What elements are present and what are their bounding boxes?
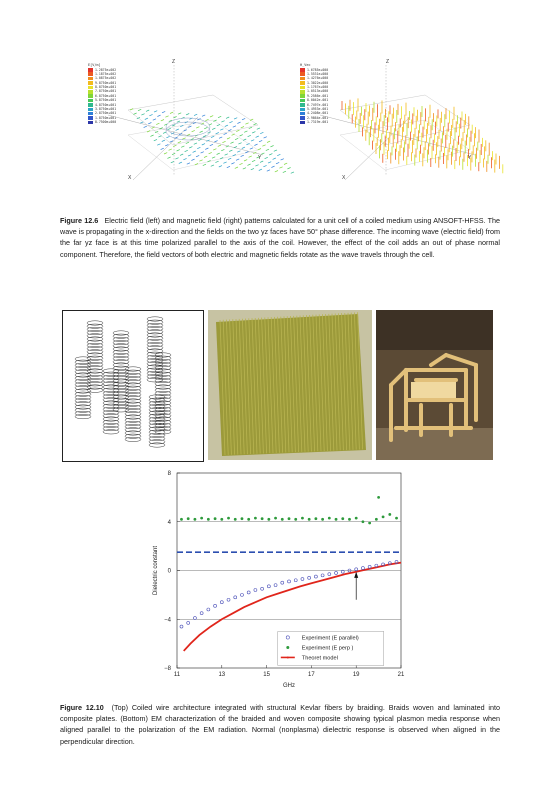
legend-label: Theoret model [301, 655, 338, 662]
field-vector [196, 155, 199, 156]
field-vector [268, 162, 271, 163]
field-vector [263, 165, 266, 166]
field-vector [274, 150, 277, 151]
field-vector [165, 145, 168, 146]
field-vector [157, 144, 160, 145]
field-vector [257, 128, 260, 129]
field-vector [245, 123, 248, 124]
y-tick-label: 0 [167, 568, 171, 575]
legend-value: 2.9864e-001 [307, 115, 329, 120]
data-point-perp [200, 517, 203, 520]
x-tick-label: 13 [218, 672, 226, 678]
field-vector [209, 152, 212, 153]
legend-marker-dot [287, 656, 289, 658]
y-tick-label: 4 [167, 519, 171, 526]
legend-value: 8.7500e+000 [95, 120, 117, 125]
legend-value: 1.5531e+000 [307, 71, 329, 76]
field-vector [243, 168, 246, 169]
data-point-perp [220, 518, 223, 521]
field-vector [186, 114, 189, 115]
field-vector [189, 147, 192, 148]
field-vector [221, 121, 224, 122]
field-vector [181, 146, 184, 147]
field-vector [145, 118, 148, 119]
legend-value: 6.8750e+001 [95, 93, 117, 98]
field-vector [291, 172, 294, 173]
field-vector [141, 114, 144, 115]
field-vector [150, 135, 153, 136]
data-point-perp [234, 518, 237, 521]
coil-spring [113, 331, 129, 412]
axis-x-label: X [128, 175, 132, 181]
field-vector [146, 110, 149, 111]
electric-field-plot [88, 55, 306, 185]
field-vector [269, 154, 272, 155]
field-vector [176, 129, 179, 130]
field-vector [243, 139, 246, 140]
field-vector [225, 125, 228, 126]
field-vector [187, 134, 190, 135]
field-vector [223, 162, 226, 163]
y-tick-label: 8 [167, 471, 171, 477]
field-vector [242, 118, 245, 119]
field-vector [267, 141, 270, 142]
data-point-perp [335, 518, 338, 521]
caption-text: (Top) Coiled wire architecture integrated with structural Kevlar fibers by braiding. Braids woven and laminated into composite plates. (Bottom) EM characterization of the braided and woven composite showing typical plasmon media response when aligned parallel to the polarization of the EM radiation. Normal (nonplasma) dielectric response is observed when aligned in the perpendicular direction. [60, 703, 501, 746]
legend-value: 4.2408e-001 [307, 111, 329, 116]
field-vector [266, 149, 269, 150]
field-vector [227, 166, 230, 167]
field-vector [270, 146, 273, 147]
field-vector [273, 158, 276, 159]
field-vector [251, 168, 254, 169]
field-vector [242, 147, 245, 148]
field-vector [186, 142, 189, 143]
field-vector [173, 145, 176, 146]
field-vector [233, 126, 236, 127]
magnetic-field-plot [300, 55, 518, 185]
field-vector [235, 138, 238, 139]
cell-box-bottom [128, 120, 258, 170]
field-vector [240, 135, 243, 136]
field-vector [260, 161, 263, 162]
field-vector [168, 128, 171, 129]
magnetic-field-vectors [300, 55, 518, 185]
field-vector [205, 119, 208, 120]
field-vector [148, 123, 151, 124]
data-point-perp [348, 518, 351, 521]
field-vector [217, 153, 220, 154]
data-point-perp [254, 517, 257, 520]
field-vector [161, 148, 164, 149]
field-vector [194, 114, 197, 115]
field-vector [227, 138, 230, 139]
field-vector [261, 153, 264, 154]
figure-12-6-caption [60, 215, 500, 260]
field-vector [154, 139, 157, 140]
data-point-perp [395, 517, 398, 520]
field-vector [167, 157, 170, 158]
x-axis [133, 117, 198, 180]
field-vector [234, 118, 237, 119]
braiding-machine-photo [376, 310, 493, 460]
plate-image [208, 310, 372, 460]
field-vector [208, 132, 211, 133]
field-vector [144, 126, 147, 127]
field-vector [271, 166, 274, 167]
x-tick-label: 15 [263, 672, 270, 678]
axis-y-label: Y [258, 155, 262, 161]
field-vector [244, 131, 247, 132]
legend-label: Experiment (E perp ) [301, 645, 354, 652]
field-vector [216, 133, 219, 134]
legend-value: 9.2586e-001 [307, 93, 329, 98]
field-vector [162, 140, 165, 141]
field-vector [164, 153, 167, 154]
field-vector [248, 135, 251, 136]
legend-marker [286, 646, 289, 649]
floor [376, 428, 493, 460]
coil-spring [87, 321, 103, 393]
data-point-perp [341, 517, 344, 520]
field-vector [154, 111, 157, 112]
field-vector [265, 157, 268, 158]
field-vector [219, 166, 222, 167]
figure-label: Figure 12.6 [60, 216, 99, 225]
field-vector [163, 132, 166, 133]
data-point-perp [382, 515, 385, 518]
field-vector [254, 144, 257, 145]
field-vector [249, 156, 252, 157]
field-vector [177, 150, 180, 151]
field-vector [253, 124, 256, 125]
field-vector [210, 144, 213, 145]
field-vector [196, 127, 199, 128]
composite-plate-photo [208, 310, 372, 460]
field-vector [222, 141, 225, 142]
field-vector [250, 148, 253, 149]
axis-y-label: Y [468, 155, 472, 161]
field-vector [156, 123, 159, 124]
field-vector [237, 151, 240, 152]
field-vector [262, 145, 265, 146]
field-vector [260, 132, 263, 133]
field-vector [197, 147, 200, 148]
field-vector [210, 116, 213, 117]
field-vector [235, 167, 238, 168]
field-vector [201, 152, 204, 153]
field-vector [277, 154, 280, 155]
legend-value: 3.8750e+001 [95, 107, 117, 112]
field-vector [169, 149, 172, 150]
x-tick-label: 21 [397, 672, 405, 678]
coil-spring [125, 367, 141, 442]
coil-springs-image [63, 311, 203, 461]
coil-spring [149, 395, 165, 447]
field-vector [237, 122, 240, 123]
field-vector [202, 144, 205, 145]
field-vector [212, 128, 215, 129]
machine-image [376, 310, 493, 460]
field-vector [247, 164, 250, 165]
coil-spring [103, 369, 119, 434]
data-point-perp [362, 520, 365, 523]
x-axis-label: GHz [283, 683, 295, 689]
field-vector [251, 140, 254, 141]
field-vector [259, 169, 262, 170]
y-axis-label: Dielectric constant [153, 545, 159, 596]
legend-value: 9.8750e+001 [95, 80, 117, 85]
data-point-perp [227, 517, 230, 520]
legend-value: 2.8750e+001 [95, 111, 117, 116]
field-vector [228, 130, 231, 131]
field-vector [249, 127, 252, 128]
field-vector [183, 158, 186, 159]
field-vector [231, 163, 234, 164]
legend-label: Experiment (E parallel) [301, 635, 359, 642]
field-vector [230, 142, 233, 143]
field-vector [193, 151, 196, 152]
field-vector [252, 160, 255, 161]
data-point-perp [355, 517, 358, 520]
field-vector [162, 111, 165, 112]
field-vector [229, 150, 232, 151]
legend-value: 1.1875e+002 [95, 71, 117, 76]
field-vector [221, 149, 224, 150]
field-vector [256, 136, 259, 137]
field-vector [161, 120, 164, 121]
field-vector [204, 127, 207, 128]
data-point-perp [241, 517, 244, 520]
field-vector [281, 159, 284, 160]
y-tick-label: −4 [164, 617, 171, 624]
field-vector [244, 160, 247, 161]
field-vector [239, 163, 242, 164]
field-vector [238, 143, 241, 144]
data-point-perp [261, 517, 264, 520]
legend-value: 1.7319e-001 [307, 120, 329, 125]
field-vector [264, 137, 267, 138]
field-vector [178, 142, 181, 143]
field-vector [175, 158, 178, 159]
field-vector [187, 163, 190, 164]
field-vector [203, 164, 206, 165]
field-vector [211, 136, 214, 137]
field-vector [200, 131, 203, 132]
field-vector [158, 136, 161, 137]
field-vector [229, 121, 232, 122]
data-point-perp [375, 518, 378, 521]
y-tick-label: −8 [164, 666, 171, 672]
legend-value: 1.0513e+000 [307, 89, 329, 94]
caption-text: Electric field (left) and magnetic field (right) patterns calculated for a unit cell of a coiled medium using ANSOFT-HFSS. The wave is propagating in the x-direction and the fields on the two yz faces have 50° phase difference. The incoming wave (electric field) from the far yz face is at this time polarized parallel to the axis of the coil. However, the effect of the coil adds an out of phase normal component. Therefore, the field vectors of both electric and magnetic fields rotate as the wave travels through the cell. [60, 216, 501, 259]
field-vector [191, 159, 194, 160]
x-tick-label: 19 [352, 672, 360, 678]
machine-shadow [376, 310, 493, 350]
data-point-perp [180, 518, 183, 521]
field-vector [232, 134, 235, 135]
field-vector [192, 130, 195, 131]
legend-value: 5.8750e+001 [95, 98, 117, 103]
cell-box [128, 95, 258, 145]
field-vector [241, 155, 244, 156]
field-vector [204, 156, 207, 157]
legend-value: 1.1767e+000 [307, 85, 329, 90]
data-point-perp [274, 517, 277, 520]
data-point-perp [294, 518, 297, 521]
figure-label: Figure 12.10 [60, 703, 104, 712]
legend-value: 6.7497e-001 [307, 102, 329, 107]
field-vector [236, 159, 239, 160]
field-vector [182, 138, 185, 139]
data-point-perp [281, 518, 284, 521]
field-vector [214, 141, 217, 142]
dielectric-constant-chart [145, 465, 435, 690]
x-tick-label: 17 [308, 672, 315, 678]
data-point-perp [377, 496, 380, 499]
legend-value: 1.8750e+001 [95, 115, 117, 120]
y-axis [108, 115, 263, 155]
data-point-perp [314, 517, 317, 520]
field-vector [179, 162, 182, 163]
data-point-perp [288, 517, 291, 520]
field-vector [205, 148, 208, 149]
data-point-perp [194, 518, 197, 521]
field-vector [234, 146, 237, 147]
field-vector [218, 145, 221, 146]
field-vector [258, 149, 261, 150]
field-vector [259, 140, 262, 141]
legend-value: 7.8750e+001 [95, 89, 117, 94]
field-vector [199, 160, 202, 161]
field-vector [279, 167, 282, 168]
field-vector [255, 165, 258, 166]
field-vector [283, 171, 286, 172]
data-point-perp [187, 517, 190, 520]
field-vector [140, 122, 143, 123]
legend-value: 1.3022e+000 [307, 80, 329, 85]
legend-value: 8.8750e+001 [95, 85, 117, 90]
field-vector [137, 117, 140, 118]
field-vector [212, 157, 215, 158]
field-vector [153, 119, 156, 120]
field-vector [252, 132, 255, 133]
field-vector [287, 168, 290, 169]
data-point-perp [328, 517, 331, 520]
field-vector [171, 161, 174, 162]
field-vector [188, 155, 191, 156]
field-vector [138, 109, 141, 110]
data-point-perp [301, 517, 304, 520]
data-point-perp [214, 517, 217, 520]
legend-value: 1.6785e+000 [307, 67, 329, 72]
legend-value: 1.4276e+000 [307, 76, 329, 81]
field-vector [198, 139, 201, 140]
data-point-perp [388, 513, 391, 516]
field-vector [170, 112, 173, 113]
field-vector [202, 115, 205, 116]
data-point-perp [308, 518, 311, 521]
field-vector [152, 127, 155, 128]
field-vector [284, 163, 287, 164]
x-tick-label: 11 [173, 672, 181, 678]
field-vector [157, 115, 160, 116]
electric-field-vectors [88, 55, 306, 185]
legend-title: E[V/m] [88, 63, 101, 67]
field-vector [220, 129, 223, 130]
figure-12-10-caption [60, 702, 500, 747]
field-vector [225, 154, 228, 155]
legend-value: 1.2875e+002 [95, 67, 117, 72]
data-point-perp [321, 518, 324, 521]
legend-value: 8.0042e-001 [307, 98, 329, 103]
field-vector [276, 162, 279, 163]
field-vector [267, 170, 270, 171]
data-point-perp [247, 518, 250, 521]
field-vector [241, 127, 244, 128]
field-vector [215, 161, 218, 162]
field-vector [178, 113, 181, 114]
data-point-perp [267, 518, 270, 521]
field-vector [194, 143, 197, 144]
field-vector [133, 113, 136, 114]
field-vector [165, 116, 168, 117]
field-vector [149, 114, 152, 115]
field-vector [236, 130, 239, 131]
field-vector [213, 149, 216, 150]
data-point-perp [368, 522, 371, 525]
coil-architecture-drawing [62, 310, 204, 462]
field-vector [219, 137, 222, 138]
field-vector [180, 154, 183, 155]
field-vector [228, 158, 231, 159]
field-vector [217, 124, 220, 125]
field-vector [218, 116, 221, 117]
legend-value: 4.8750e+001 [95, 102, 117, 107]
field-vector [177, 121, 180, 122]
field-vector [224, 133, 227, 134]
axis-x-label: X [342, 175, 346, 181]
legend-title: H_Vec [300, 63, 311, 67]
axis-z-label: Z [386, 59, 390, 65]
field-vector [211, 165, 214, 166]
field-vector [172, 153, 175, 154]
field-vector [226, 117, 229, 118]
coil-outline [166, 122, 210, 140]
axis-z-label: Z [172, 59, 176, 65]
legend-value: 5.4953e-001 [307, 107, 329, 112]
legend-value: 1.0875e+002 [95, 76, 117, 81]
field-vector [166, 136, 169, 137]
field-vector [185, 150, 188, 151]
machine-panel [411, 382, 456, 398]
data-point-perp [207, 518, 210, 521]
field-vector [275, 171, 278, 172]
